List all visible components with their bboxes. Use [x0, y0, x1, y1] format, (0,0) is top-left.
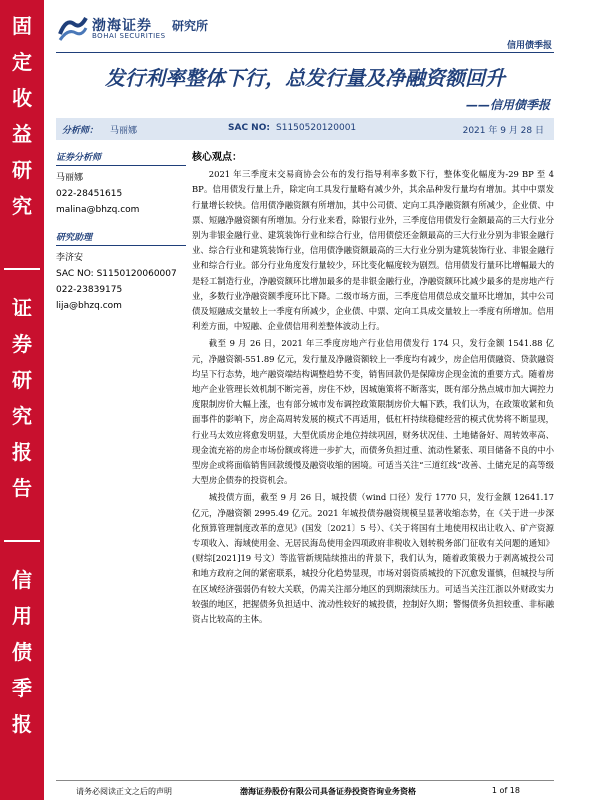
- side-char: 信: [12, 568, 32, 592]
- side-char: 季: [12, 676, 32, 700]
- analyst-info-bar: [56, 118, 554, 140]
- report-subtitle: ——信用债季报: [465, 98, 550, 112]
- side-char: 研: [12, 158, 32, 182]
- report-type: 信用债季报: [506, 41, 552, 51]
- logo-english-name: BOHAI SECURITIES: [92, 32, 166, 40]
- side-char: 益: [12, 122, 32, 146]
- side-label-credit-quarterly: [0, 562, 44, 742]
- assistant-email[interactable]: lija@bhzq.com: [56, 301, 122, 311]
- sac-number: S1150520120001: [276, 123, 357, 133]
- side-char: 固: [12, 14, 32, 38]
- institute-label: 研究所: [172, 19, 209, 33]
- side-char: 究: [12, 194, 32, 218]
- analyst-section-head: 证券分析师: [56, 150, 186, 166]
- report-date: 2021 年 9 月 28 日: [462, 126, 544, 136]
- side-label-research-report: [0, 290, 44, 506]
- side-char: 收: [12, 86, 32, 110]
- analyst-name: 马丽娜: [110, 126, 138, 136]
- footer-disclaimer: 请务必阅读正文之后的声明: [76, 787, 172, 796]
- analyst-phone: 022-28451615: [56, 189, 123, 199]
- side-char: 用: [12, 604, 32, 628]
- side-divider: [4, 268, 40, 270]
- paragraph-real-estate: 截至 9 月 26 日，2021 年三季度房地产行业信用债发行 174 只，发行金额 1541.88 亿元，净融资额-551.89 亿元，发行量及净融资额较上一季度均有减少，房企信用债融资、贷款融资均呈下行态势，地产融资端结构调整趋势不变，销售回款仍是保障房企现金流的重要方式。随着房地产企业管理长效机制不断完善，房住不炒，因城施策将不断落实，既有部分热点城市加大调控力度限制房价大幅上涨，也有部分城市发布调控政策限制房价大幅下跌，我们认为，在政策收紧和负面事件的影响下，房企高周转发展的模式不再适用，低杠杆持续稳健经营的模式优势将不断显现，行业马太效应将愈发明显，大型优质房企地位持续巩固，财务状况佳、土地储备好、周转效率高、现金流充裕的房企市场份额或将进一步扩大，而债务负担过重、流动性紧张、项目储备不良的中小型房企或将面临销售回款缓慢及融资收缩的困境。可适当关注“三道红线”改善、土储充足的高等级大型房企债券的投资机会。: [192, 338, 554, 486]
- assistant-name: 李济安: [56, 253, 84, 263]
- footer-divider: [56, 780, 554, 781]
- analyst-contact-name: 马丽娜: [56, 173, 84, 183]
- paragraph-overview: 2021 年三季度末交易商协会公布的发行指导利率多数下行，整体变化幅度为-29 BP 至 4 BP。信用债发行量上升，除定向工具发行量略有减少外，其余品种发行量均有增加。其中中票发行量增长较快。信用债净融资额有所增加，其中公司债、定向工具净融资额有所减少，企业债、中票、短融净融资额有所增加。分行业来看，除银行业外，三季度信用债发行金额最高的三大行业分别为非银金融行业、建筑装饰行业和综合行业，信用债偿还金额最高的三大行业分别为非银金融行业、综合行业和建筑装饰行业，信用债净融资额最高的三大行业分别为建筑装饰行业、非银金融行业和综合行业。部分行业角度发行量较少，环比变化幅度较为剧烈。信用债发行量环比增幅最大的是轻工制造行业，净融资额环比增加最多的是非银金融行业，净融资额环比减少最多的是房地产行业，多数行业净融资额季度环比下降。二级市场方面，三季度信用债总成交量环比增加，其中公司债及短融成交量较上一季度有所减少，企业债、中票、定向工具成交量较上一季度有所增加。信用利差方面，中短融、企业债信用利差整体波动上行。: [192, 169, 554, 332]
- core-views-heading: 核心观点：: [192, 152, 242, 163]
- page-number: 1 of 18: [491, 786, 520, 795]
- company-logo: [58, 14, 208, 44]
- side-char: 债: [12, 640, 32, 664]
- side-char: 定: [12, 50, 32, 74]
- side-banner: [0, 0, 44, 800]
- side-char: 究: [12, 404, 32, 428]
- side-char: 报: [12, 440, 32, 464]
- side-char: 券: [12, 332, 32, 356]
- analyst-label: 分析师：: [62, 126, 99, 136]
- logo-chinese-name: 渤海证券: [92, 18, 152, 34]
- wave-logo-icon: [58, 14, 88, 42]
- side-char: 研: [12, 368, 32, 392]
- side-divider: [4, 540, 40, 542]
- analyst-email[interactable]: malina@bhzq.com: [56, 205, 140, 215]
- side-label-fixed-income: [0, 8, 44, 224]
- side-char: 报: [12, 712, 32, 736]
- paragraph-urban-investment: 城投债方面，截至 9 月 26 日，城投债（wind 口径）发行 1770 只，发行金额 12641.17 亿元，净融资额 2995.49 亿元。2021 年城投债券融资规模呈显著收缩态势，在《关于进一步深化预算管理制度改革的意见》(国发〔2021〕5 号）、《关于将国有土地使用权出让收入、矿产资源专项收入、海域使用金、无居民海岛使用金四项政府非税收入划转税务部门征收有关问题的通知》(财综[2021]19 号文）等监管新规陆续推出的背景下，我们认为，随着政策极力于剥离城投公司和地方政府之间的紧密联系，城投分化趋势显现，市场对弱资质城投的下沉愈发谨慎，但城投与所在区域经济强弱仍有较大关联，仍需关注部分地区的到期滚续压力。可适当关注江浙以外财政实力较强的地区，把握债务负担适中、流动性较好的城投债，控制好久期；警惕债务负担较重、非标融资占比较高的主体。: [192, 492, 554, 625]
- side-char: 证: [12, 296, 32, 320]
- assistant-sac: SAC NO: S1150120060007: [56, 269, 177, 279]
- assistant-phone: 022-23839175: [56, 285, 123, 295]
- footer-qualification: 渤海证券股份有限公司具备证券投资咨询业务资格: [240, 787, 416, 796]
- report-title: 发行利率整体下行，总发行量及净融资额回升: [105, 66, 505, 90]
- sac-label: SAC NO:: [228, 123, 270, 133]
- side-char: 告: [12, 476, 32, 500]
- core-views-section: [192, 150, 554, 629]
- contact-column: [56, 150, 186, 314]
- assistant-section-head: 研究助理: [56, 230, 186, 246]
- header-divider: [56, 52, 554, 53]
